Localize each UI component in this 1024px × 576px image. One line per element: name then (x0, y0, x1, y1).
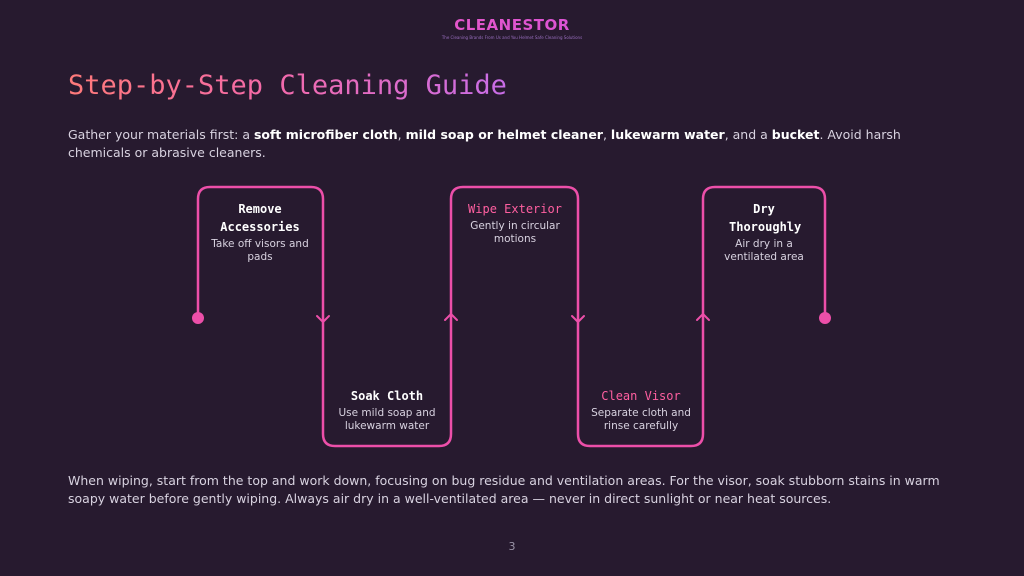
step-description: Separate cloth and rinse carefully (591, 407, 691, 432)
step-title: Clean Visor (601, 389, 681, 403)
tips-paragraph: When wiping, start from the top and work down, focusing on bug residue and ventilation areas. For the visor, soak stubborn stains in warm soapy water before gently wiping. Always air dry in a well-ventilated area — never in direct sunlight or near heat sources. (68, 473, 940, 506)
step-wipe-exterior (455, 200, 575, 246)
brand-name: CLEANESTOR (0, 16, 1024, 34)
step-soak-cloth (327, 387, 447, 433)
step-title: Soak Cloth (350, 389, 424, 403)
brand-tagline: The Cleaning Brands From Us and You Helmet Safe Cleaning Solutions (441, 35, 583, 40)
step-title: Dry Thoroughly (729, 202, 802, 234)
step-title: Remove Accessories (220, 202, 300, 234)
step-description: Air dry in a ventilated area (724, 238, 804, 263)
step-description: Take off visors and pads (211, 238, 309, 263)
flow-end-dot (819, 312, 831, 324)
intro-paragraph: Gather your materials first: a soft microfiber cloth, mild soap or helmet cleaner, lukewarm water, and a bucket. Avoid harsh chemicals or abrasive cleaners. (68, 127, 901, 160)
page-number: 3 (508, 540, 516, 553)
step-dry-thoroughly (704, 200, 824, 264)
step-description: Use mild soap and lukewarm water (338, 407, 436, 432)
page-title: Step-by-Step Cleaning Guide (68, 70, 507, 101)
step-description: Gently in circular motions (470, 220, 560, 245)
step-title: Wipe Exterior (468, 202, 562, 216)
step-remove-accessories (200, 200, 320, 264)
flow-start-dot (192, 312, 204, 324)
step-clean-visor (581, 387, 701, 433)
